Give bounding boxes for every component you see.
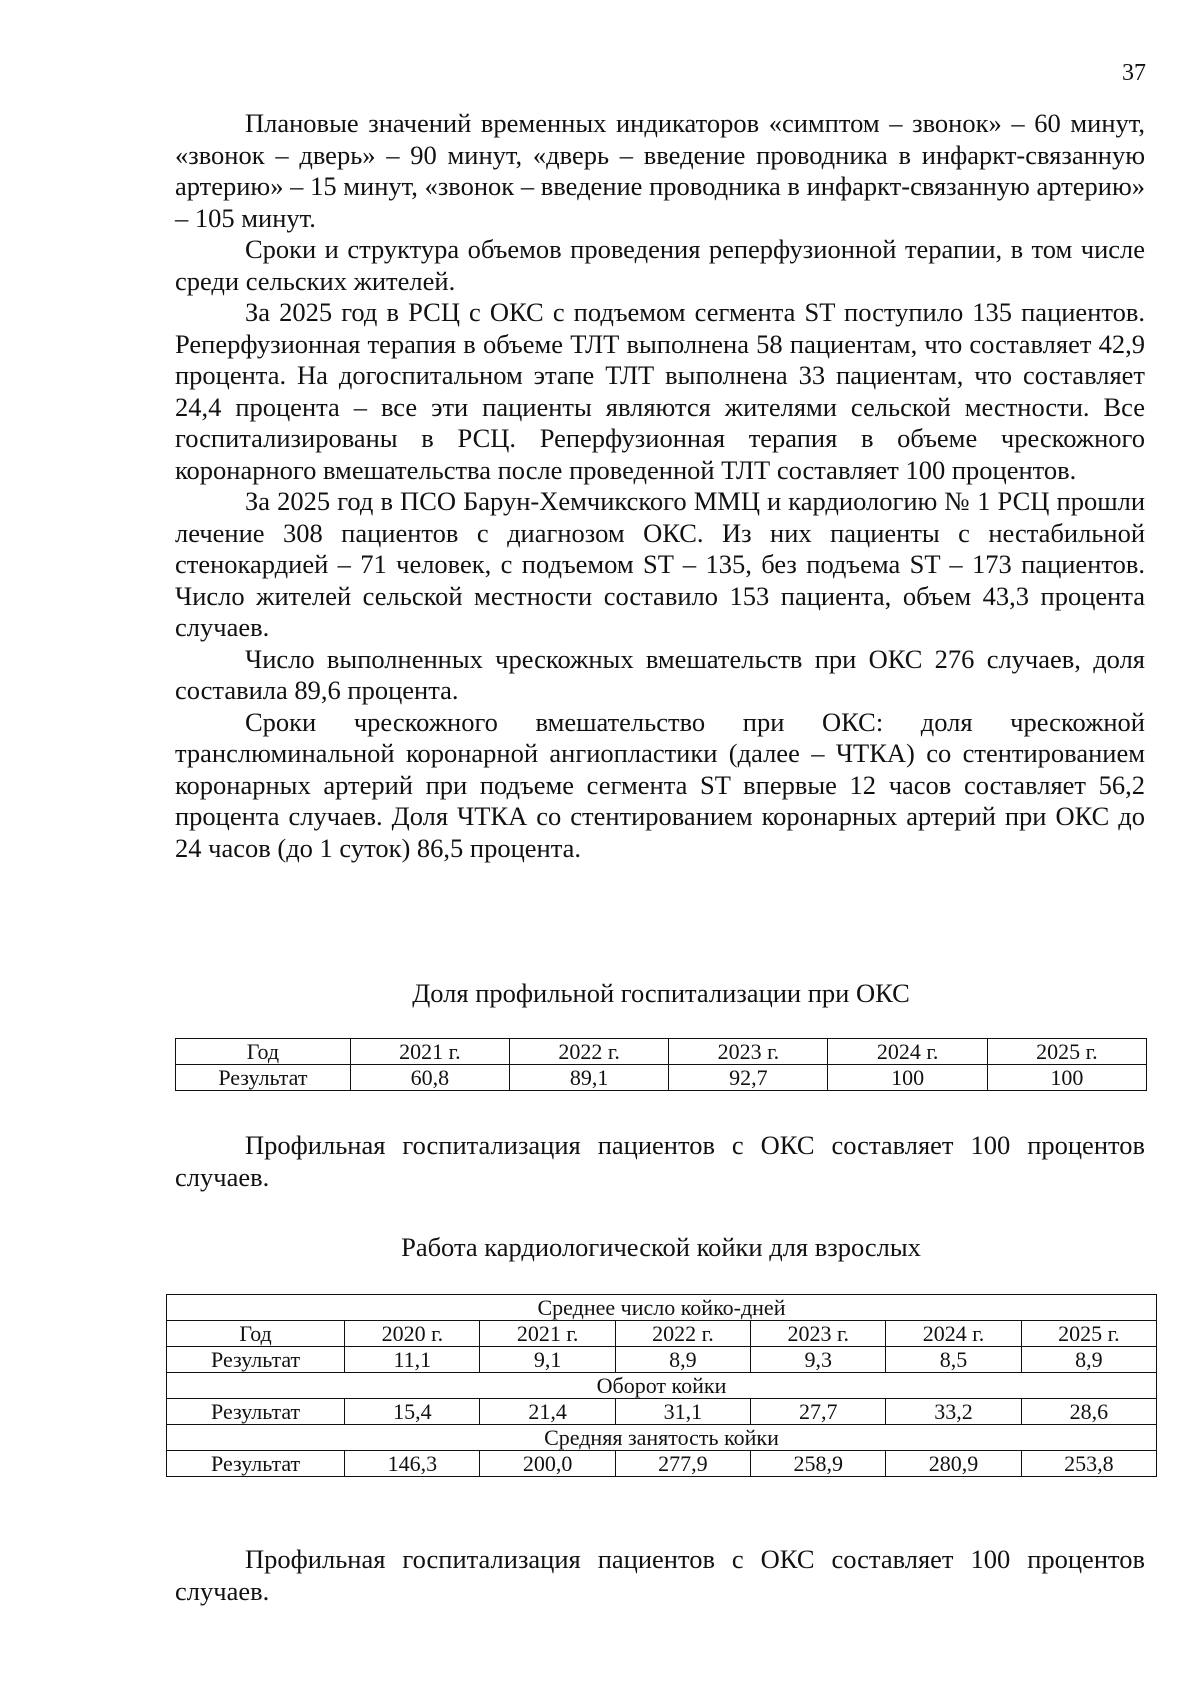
- cardiology-bed-table: [166, 1294, 1157, 1477]
- table-caption: Доля профильной госпитализации при ОКС: [412, 978, 910, 1008]
- table-cell: 277,9: [615, 1451, 750, 1477]
- paragraph: Плановые значений временных индикаторов «симптом – звонок» – 60 минут, «звонок – дверь» – 90 минут, «дверь – введение проводника в инфаркт-связанную артерию» – 15 минут, «звонок – введение проводника в инфаркт-связанную артерию» – 105 минут.: [175, 108, 1145, 233]
- section-heading: Среднее число койко-дней: [167, 1295, 1157, 1321]
- table-cell: 15,4: [345, 1399, 480, 1425]
- table-cell: Результат: [167, 1451, 345, 1477]
- table-cell: 11,1: [345, 1347, 480, 1373]
- table-cell: 92,7: [669, 1065, 828, 1091]
- table-section-row: [167, 1295, 1157, 1321]
- table-cell: 2025 г.: [1021, 1321, 1156, 1347]
- table-cell: 2023 г.: [669, 1039, 828, 1065]
- table-section-row: [167, 1425, 1157, 1451]
- table-cell: 89,1: [510, 1065, 669, 1091]
- table-cell: 200,0: [480, 1451, 615, 1477]
- table-caption: Работа кардиологической койки для взрослых: [401, 1232, 921, 1262]
- section-heading: Оборот койки: [167, 1373, 1157, 1399]
- table-cell: 2025 г.: [987, 1039, 1146, 1065]
- table-cell: 31,1: [615, 1399, 750, 1425]
- table-cell: Результат: [176, 1065, 351, 1091]
- table-cell: 8,5: [886, 1347, 1021, 1373]
- body-text: [175, 108, 1145, 864]
- table-cell: 28,6: [1021, 1399, 1156, 1425]
- table-cell: Год: [176, 1039, 351, 1065]
- paragraph: Профильная госпитализация пациентов с ОКС составляет 100 процентов случаев.: [175, 1130, 1145, 1192]
- table-cell: 21,4: [480, 1399, 615, 1425]
- table-row: [167, 1347, 1157, 1373]
- table-cell: 2023 г.: [751, 1321, 886, 1347]
- table-cell: 100: [828, 1065, 987, 1091]
- paragraph: За 2025 год в ПСО Барун-Хемчикского ММЦ и кардиологию № 1 РСЦ прошли лечение 308 пациентов с диагнозом ОКС. Из них пациенты с нестабильной стенокардией – 71 человек, с подъемом ST – 135, без подъема ST – 173 пациентов. Число жителей сельской местности составило 153 пациента, объем 43,3 процента случаев.: [175, 486, 1145, 642]
- table-cell: Результат: [167, 1399, 345, 1425]
- table-cell: 2024 г.: [828, 1039, 987, 1065]
- table-cell: 2021 г.: [480, 1321, 615, 1347]
- table-cell: 280,9: [886, 1451, 1021, 1477]
- paragraph: Число выполненных чрескожных вмешательств при ОКС 276 случаев, доля составила 89,6 процента.: [175, 643, 1145, 705]
- table-row: [176, 1065, 1147, 1091]
- table-cell: 2022 г.: [510, 1039, 669, 1065]
- table-cell: 100: [987, 1065, 1146, 1091]
- table-header-row: [176, 1039, 1147, 1065]
- table-cell: 258,9: [751, 1451, 886, 1477]
- table-cell: 27,7: [751, 1399, 886, 1425]
- table-row: [167, 1451, 1157, 1477]
- table-cell: 2020 г.: [345, 1321, 480, 1347]
- table-cell: 9,3: [751, 1347, 886, 1373]
- table-cell: Год: [167, 1321, 345, 1347]
- table-cell: 8,9: [615, 1347, 750, 1373]
- paragraph: За 2025 год в РСЦ с ОКС с подъемом сегмента ST поступило 135 пациентов. Реперфузионная терапия в объеме ТЛТ выполнена 58 пациентам, что составляет 42,9 процента. На догоспитальном этапе ТЛТ выполнена 33 пациентам, что составляет 24,4 процента – все эти пациенты являются жителями сельской местности. Все госпитализированы в РСЦ. Реперфузионная терапия в объеме чрескожного коронарного вмешательства после проведенной ТЛТ составляет 100 процентов.: [175, 297, 1145, 485]
- table-cell: 9,1: [480, 1347, 615, 1373]
- table-cell: 8,9: [1021, 1347, 1156, 1373]
- table-cell: Результат: [167, 1347, 345, 1373]
- table-row: [167, 1399, 1157, 1425]
- paragraph: Профильная госпитализация пациентов с ОКС составляет 100 процентов случаев.: [175, 1544, 1145, 1606]
- table-cell: 253,8: [1021, 1451, 1156, 1477]
- hospitalization-share-table: [175, 1038, 1147, 1091]
- table-header-row: [167, 1321, 1157, 1347]
- page-number: 37: [1122, 60, 1146, 86]
- table-cell: 146,3: [345, 1451, 480, 1477]
- paragraph: Сроки чрескожного вмешательство при ОКС: доля чрескожной транслюминальной коронарной ангиопластики (далее – ЧТКА) со стентированием коронарных артерий при подъеме сегмента ST впервые 12 часов составляет 56,2 процента случаев. Доля ЧТКА со стентированием коронарных артерий при ОКС до 24 часов (до 1 суток) 86,5 процента.: [175, 706, 1145, 863]
- table-cell: 2022 г.: [615, 1321, 750, 1347]
- section-heading: Средняя занятость койки: [167, 1425, 1157, 1451]
- table-cell: 60,8: [350, 1065, 509, 1091]
- table-cell: 33,2: [886, 1399, 1021, 1425]
- table-cell: 2021 г.: [350, 1039, 509, 1065]
- table-cell: 2024 г.: [886, 1321, 1021, 1347]
- table-section-row: [167, 1373, 1157, 1399]
- paragraph: Сроки и структура объемов проведения реперфузионной терапии, в том числе среди сельских жителей.: [175, 234, 1145, 296]
